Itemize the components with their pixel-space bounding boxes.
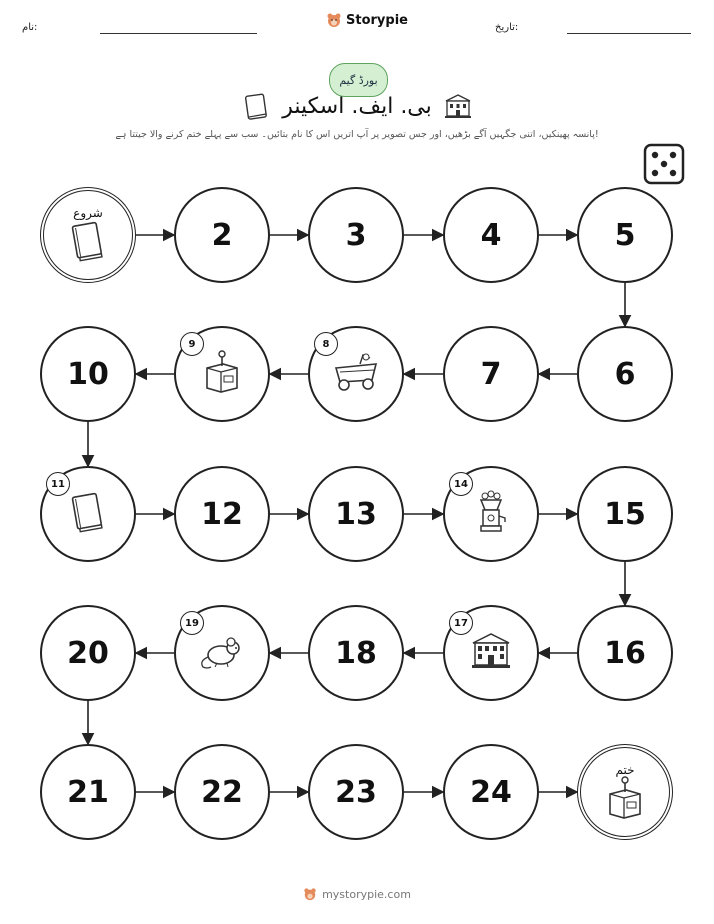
board-space-12[interactable] (174, 466, 270, 562)
space-number: 5 (614, 217, 636, 253)
board-space-10[interactable] (40, 326, 136, 422)
food-dispenser-icon (471, 488, 511, 540)
space-number-badge: 14 (449, 472, 473, 496)
space-number: 18 (335, 635, 377, 671)
space-number: 24 (470, 774, 512, 810)
board-space-6[interactable] (577, 326, 673, 422)
university-building-icon (470, 631, 512, 675)
board-space-19[interactable] (174, 605, 270, 701)
skinner-box-icon (604, 776, 646, 824)
footer-site: mystorypie.com (322, 887, 411, 901)
instructions-text: پانسہ پھینکیں، اتنی جگہیں آگے بڑھیں، اور جس تصویر پر آپ اتریں اس کا نام بتائیں۔ سب سے پہلے ختم کرنے والا جیتتا ہے! (115, 129, 599, 140)
board-space-14[interactable] (443, 466, 539, 562)
board-space-18[interactable] (308, 605, 404, 701)
space-number: 21 (67, 774, 109, 810)
space-number: 4 (480, 217, 502, 253)
board-space-3[interactable] (308, 187, 404, 283)
board-game-badge-text: بورڈ گیم (339, 73, 378, 87)
space-number: 16 (604, 635, 646, 671)
space-number: 22 (201, 774, 243, 810)
space-number-badge: 11 (46, 472, 70, 496)
board-space-25[interactable] (577, 744, 673, 840)
board-space-24[interactable] (443, 744, 539, 840)
space-number-badge: 19 (180, 611, 204, 635)
space-number: 20 (67, 635, 109, 671)
board-space-2[interactable] (174, 187, 270, 283)
space-number-badge: 9 (180, 332, 204, 356)
board-space-8[interactable] (308, 326, 404, 422)
finish-label: ختم (615, 763, 635, 777)
wagon-icon (330, 350, 382, 398)
board-space-17[interactable] (443, 605, 539, 701)
board-space-15[interactable] (577, 466, 673, 562)
board-space-7[interactable] (443, 326, 539, 422)
space-number-badge: 8 (314, 332, 338, 356)
board-space-20[interactable] (40, 605, 136, 701)
book-icon (65, 218, 111, 268)
space-number: 12 (201, 496, 243, 532)
date-label: تاریخ: (495, 22, 519, 33)
book-icon (65, 489, 111, 539)
name-label: نام: (22, 22, 38, 33)
board-space-1[interactable] (40, 187, 136, 283)
board-space-4[interactable] (443, 187, 539, 283)
space-number: 7 (480, 356, 502, 392)
space-number: 3 (345, 217, 367, 253)
space-number: 10 (67, 356, 109, 392)
footer-mascot-icon (303, 887, 317, 901)
board-space-9[interactable] (174, 326, 270, 422)
page-title: بی. ایف. اسکینر (282, 94, 432, 119)
board-space-5[interactable] (577, 187, 673, 283)
space-number-badge: 17 (449, 611, 473, 635)
space-number: 13 (335, 496, 377, 532)
footer (0, 887, 714, 901)
skinner-box-icon (201, 350, 243, 398)
space-number: 2 (211, 217, 233, 253)
board-space-16[interactable] (577, 605, 673, 701)
space-number: 23 (335, 774, 377, 810)
space-number: 6 (614, 356, 636, 392)
board-space-23[interactable] (308, 744, 404, 840)
board-space-22[interactable] (174, 744, 270, 840)
space-number: 15 (604, 496, 646, 532)
board-space-13[interactable] (308, 466, 404, 562)
start-label: شروع (73, 206, 103, 220)
board-space-21[interactable] (40, 744, 136, 840)
logo-text: Storypie (346, 12, 408, 28)
board-space-11[interactable] (40, 466, 136, 562)
rat-icon (197, 631, 247, 675)
